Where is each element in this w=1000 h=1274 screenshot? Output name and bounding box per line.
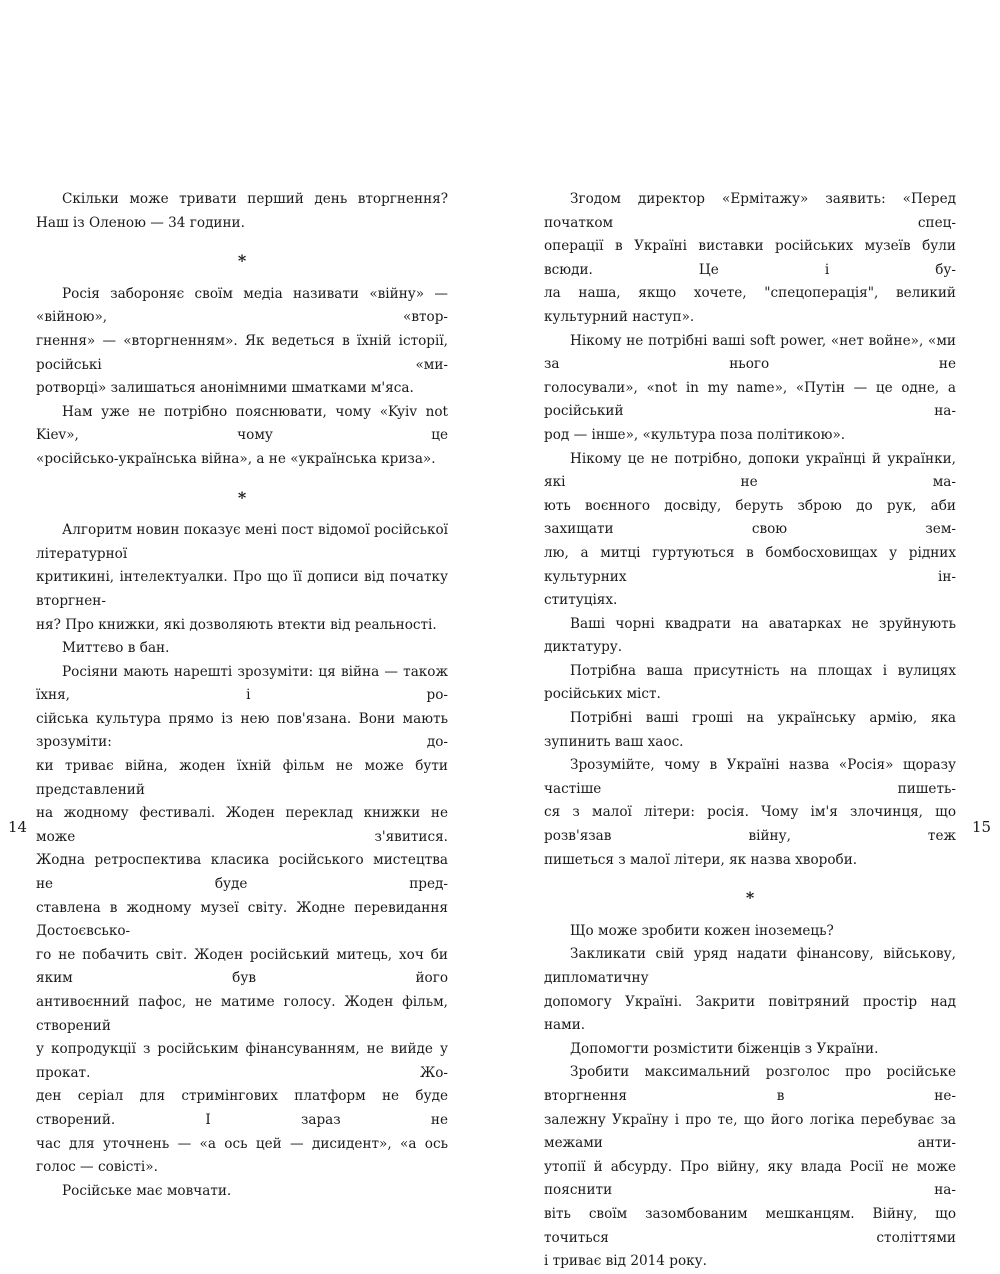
paragraph <box>36 188 448 235</box>
text-line: гнення» — «вторгненням». Як ведеться в їхній історії, російські «ми- <box>36 332 448 373</box>
text-line: Росіяни мають нарешті зрозуміти: ця війна — також їхня, і ро- <box>36 663 448 704</box>
text-line: Потрібна ваша присутність на площах і вулицях російських міст. <box>544 662 956 703</box>
text-line: ституціях. <box>544 592 618 609</box>
paragraph <box>544 754 956 872</box>
text-line: Що може зробити кожен іноземець? <box>570 922 834 939</box>
text-line: Зрозумійте, чому в Україні назва «Росія» щоразу частіше пишеть- <box>544 757 956 797</box>
text-line: Миттєво в бан. <box>62 640 170 657</box>
text-line: ден серіал для стримінгових платформ не буде створений. І зараз не <box>36 1088 448 1128</box>
text-line: пишеться з малої літери, як назва хвороби. <box>544 851 858 868</box>
text-line: ротворці» залишаться анонімними шматками м'яса. <box>36 380 414 397</box>
section-separator: * <box>237 251 247 271</box>
text-line: допомогу Україні. Закрити повітряний простір над нами. <box>544 993 956 1034</box>
text-line: операції в Україні виставки російських музеїв були всюди. Це і бу- <box>544 238 956 278</box>
text-line: час для уточнень — «а ось цей — дисидент», «а ось голос — совісті». <box>36 1135 448 1176</box>
text-line: на жодному фестивалі. Жоден переклад книжки не може з'явитися. <box>36 805 448 845</box>
text-line: Скільки може тривати перший день вторгнення? <box>62 191 448 207</box>
text-line: у копродукції з російським фінансуванням, не вийде у прокат. Жо- <box>36 1041 448 1081</box>
text-line: ставлена в жодному музеї світу. Жодне перевидання Достоєвсько- <box>36 899 448 940</box>
page-number-left: 14 <box>8 818 28 836</box>
text-line: Росія забороняє своїм медіа називати «війну» — «війною», «втор- <box>36 285 448 326</box>
text-line: лю, а митці гуртуються в бомбосховищах у рідних культурних ін- <box>544 544 956 585</box>
paragraph <box>36 637 448 661</box>
paragraph <box>36 661 448 1180</box>
paragraph <box>544 707 956 754</box>
text-line: ки триває війна, жоден їхній фільм не може бути представлений <box>36 758 448 798</box>
text-line: Наш із Оленою — 34 години. <box>36 214 245 231</box>
paragraph <box>36 283 448 401</box>
text-line: ня? Про книжки, які дозволяють втекти від реальності. <box>36 616 437 633</box>
paragraph <box>544 943 956 1037</box>
text-line: Згодом директор «Ермітажу» заявить: «Перед початком спец- <box>544 191 956 231</box>
text-line: Нікому не потрібні ваші soft power, «нет войне», «ми за нього не <box>544 332 956 373</box>
text-line: ють воєнного досвіду, беруть зброю до рук, аби захищати свою зем- <box>544 497 956 538</box>
paragraph <box>36 519 448 637</box>
text-line: Жодна ретроспектива класика російського мистецтва не буде пред- <box>36 852 448 893</box>
section-separator: * <box>745 888 755 908</box>
paragraph <box>36 401 448 472</box>
text-line: утопії й абсурду. Про війну, яку влада Росії не може пояснити на- <box>544 1158 956 1199</box>
text-line: сійська культура прямо із нею пов'язана. Вони мають зрозуміти: до- <box>36 710 448 751</box>
paragraph <box>544 1038 956 1062</box>
text-line: Алгоритм новин показує мені пост відомої російської літературної <box>36 522 448 562</box>
page-number-right: 15 <box>972 818 992 836</box>
text-line: род — інше», «культура поза політикою». <box>544 426 846 443</box>
text-line: Зробити максимальний розголос про російське вторгнення в не- <box>544 1064 956 1104</box>
text-line: голосували», «not in my name», «Путін — це одне, а російський на- <box>544 379 956 420</box>
text-line: критикині, інтелектуалки. Про що її дописи від початку вторгнен- <box>36 569 448 609</box>
paragraph <box>544 920 956 944</box>
paragraph <box>544 613 956 660</box>
text-line: і триває від 2014 року. <box>544 1253 707 1270</box>
text-line: залежну Україну і про те, що його логіка перебуває за межами анти- <box>544 1111 956 1152</box>
paragraph <box>544 448 956 613</box>
text-line: антивоєнний пафос, не матиме голосу. Жоден фільм, створений <box>36 994 448 1034</box>
text-line: Нам уже не потрібно пояснювати, чому «Kyiv not Kiev», чому це <box>36 403 448 444</box>
text-line: віть своїм зазомбованим мешканцям. Війну, що точиться століттями <box>544 1205 956 1246</box>
text-line: Ваші чорні квадрати на аватарках не зруйнують диктатуру. <box>544 615 956 656</box>
paragraph <box>544 188 956 330</box>
text-line: Закликати свій уряд надати фінансову, військову, дипломатичну <box>544 946 956 986</box>
paragraph <box>36 1180 448 1204</box>
text-line: Потрібні ваші гроші на українську армію, яка зупинить ваш хаос. <box>544 710 956 750</box>
text-line: «російсько-українська війна», а не «українська криза». <box>36 450 436 467</box>
right-page-text <box>544 188 956 1274</box>
paragraph <box>544 330 956 448</box>
text-line: Нікому це не потрібно, допоки українці й українки, які не ма- <box>544 450 956 491</box>
text-line: ла наша, якщо хочете, "спецоперація", великий культурний наступ». <box>544 285 956 325</box>
text-line: Російське має мовчати. <box>62 1182 232 1199</box>
section-separator: * <box>237 487 247 507</box>
text-line: ся з малої літери: росія. Чому ім'я злочинця, що розв'язав війну, теж <box>544 804 956 845</box>
paragraph <box>544 1061 956 1273</box>
paragraph <box>544 660 956 707</box>
text-line: Допомогти розмістити біженців з України. <box>570 1040 879 1057</box>
left-page-text <box>36 188 448 1203</box>
text-line: го не побачить світ. Жоден російський митець, хоч би яким був його <box>36 946 448 987</box>
